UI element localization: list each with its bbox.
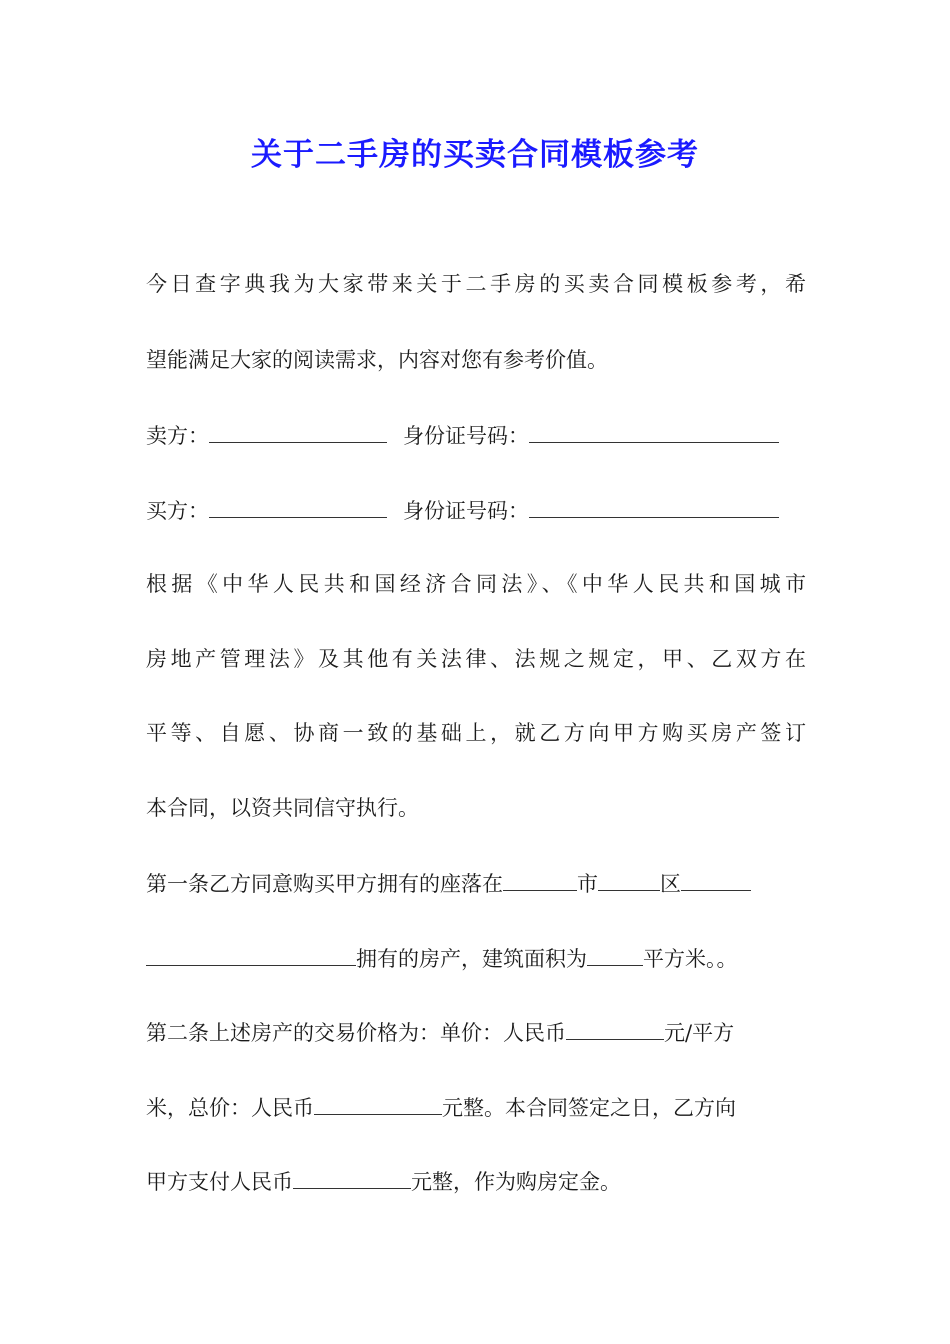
intro-line-2: 望能满足大家的阅读需求，内容对您有参考价值。 — [146, 348, 608, 372]
article1-district: 区 — [660, 872, 681, 896]
unit-price-blank[interactable] — [566, 1017, 664, 1040]
article1-text-2: 拥有的房产，建筑面积为 — [356, 947, 587, 971]
city-blank[interactable] — [503, 868, 577, 891]
basis-line-3: 平等、自愿、协商一致的基础上，就乙方向甲方购买房产签订 — [146, 721, 806, 745]
address-blank-2[interactable] — [146, 943, 356, 966]
article2-line-1 — [146, 1013, 806, 1053]
article1-line-1 — [146, 864, 806, 904]
seller-id-label: 身份证号码： — [403, 424, 529, 448]
buyer-id-label: 身份证号码： — [403, 499, 529, 523]
seller-row — [146, 416, 806, 456]
buyer-name-blank[interactable] — [209, 495, 387, 518]
seller-id-blank[interactable] — [529, 420, 779, 443]
article2-text-6: 元整，作为购房定金。 — [411, 1170, 621, 1194]
buyer-label: 买方： — [146, 499, 209, 523]
article2-text-2: 元/平方 — [664, 1021, 735, 1045]
article2-text-3: 米，总价：人民币 — [146, 1096, 314, 1120]
deposit-blank[interactable] — [293, 1166, 411, 1189]
article2-text-4: 元整。本合同签定之日，乙方向 — [442, 1096, 736, 1120]
basis-line-2: 房地产管理法》及其他有关法律、法规之规定，甲、乙双方在 — [146, 647, 806, 671]
article2-line-2 — [146, 1088, 806, 1128]
article2-text-1: 第二条上述房产的交易价格为：单价：人民币 — [146, 1021, 566, 1045]
article1-city: 市 — [577, 872, 598, 896]
article1-line-2 — [146, 939, 806, 979]
document-title: 关于二手房的买卖合同模板参考 — [251, 137, 699, 173]
buyer-row — [146, 491, 806, 531]
district-blank[interactable] — [598, 868, 660, 891]
article2-line-3 — [146, 1162, 806, 1202]
intro-line-1: 今日查字典我为大家带来关于二手房的买卖合同模板参考，希 — [146, 272, 806, 296]
total-price-blank[interactable] — [314, 1092, 442, 1115]
article1-text-1: 第一条乙方同意购买甲方拥有的座落在 — [146, 872, 503, 896]
basis-line-4: 本合同，以资共同信守执行。 — [146, 796, 419, 820]
article2-text-5: 甲方支付人民币 — [146, 1170, 293, 1194]
address-blank-1[interactable] — [681, 868, 751, 891]
seller-name-blank[interactable] — [209, 420, 387, 443]
area-blank[interactable] — [587, 943, 643, 966]
seller-label: 卖方： — [146, 424, 209, 448]
basis-line-1: 根据《中华人民共和国经济合同法》、《中华人民共和国城市 — [146, 572, 806, 596]
article1-text-3: 平方米。。 — [643, 947, 738, 971]
buyer-id-blank[interactable] — [529, 495, 779, 518]
